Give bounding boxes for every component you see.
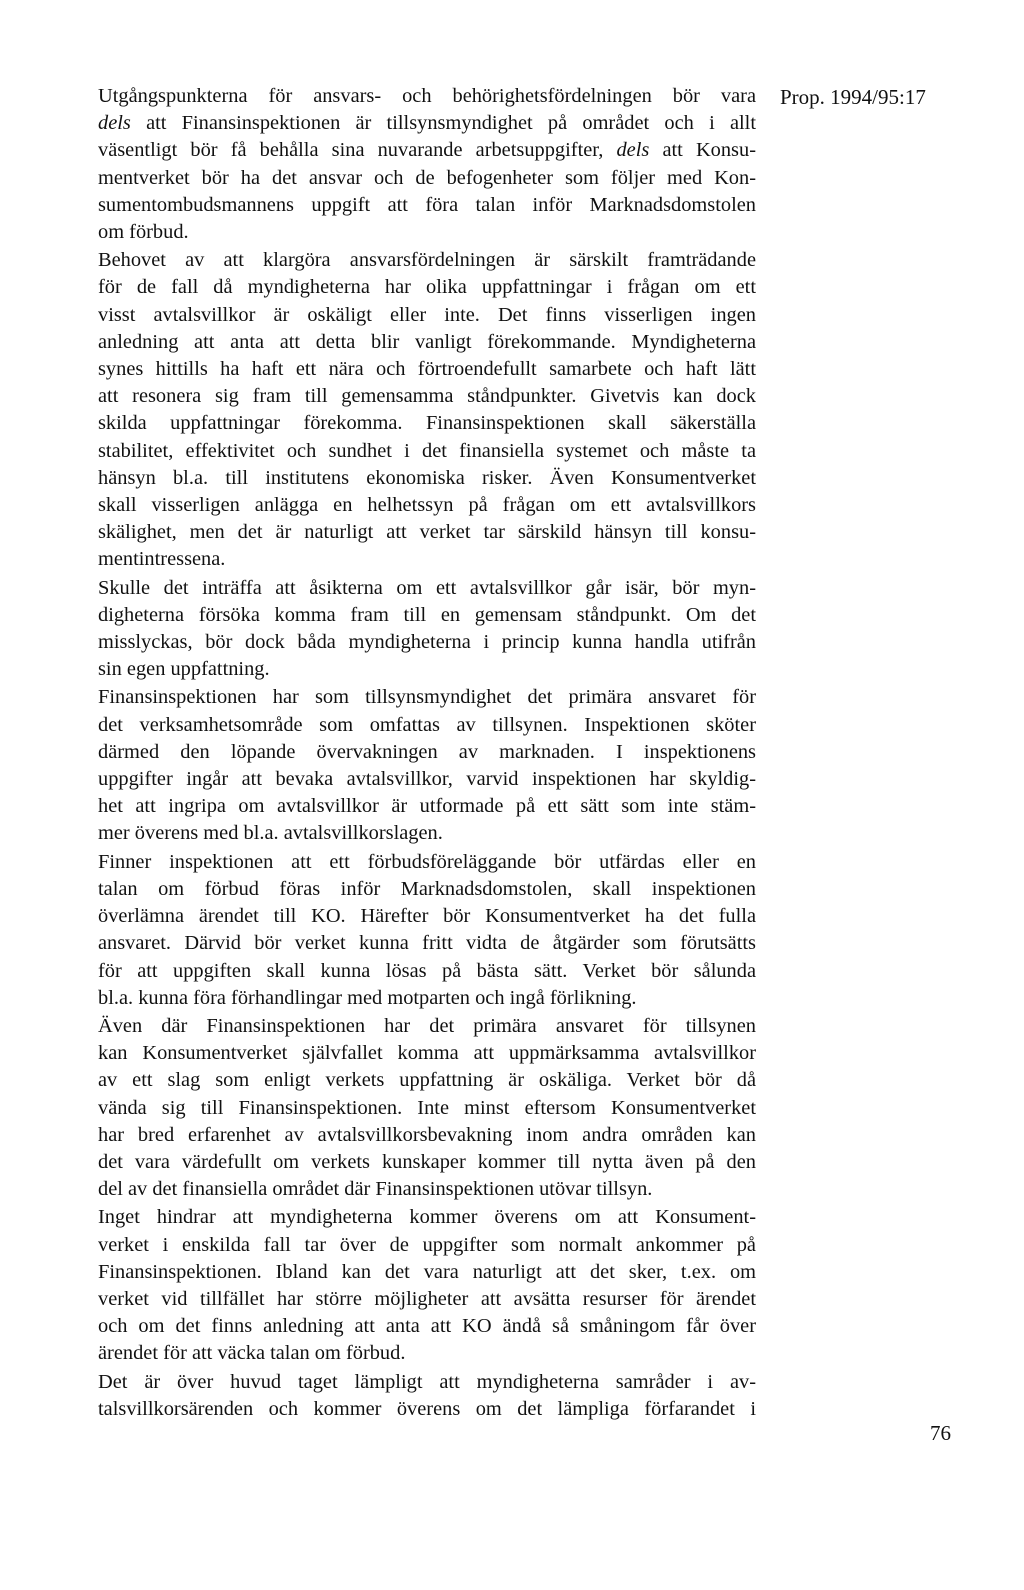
paragraph-2 bbox=[84, 247, 756, 573]
text-line-with-emphasis bbox=[84, 110, 756, 137]
text-line: del av det finansiella området där Finansinspektionen utövar tillsyn. bbox=[98, 1178, 653, 1201]
text-line-with-emphasis bbox=[84, 137, 756, 164]
text-line: om förbud. bbox=[98, 221, 189, 244]
text-line: sin egen uppfattning. bbox=[98, 658, 270, 681]
paragraph-5 bbox=[84, 849, 756, 1012]
text-line: talsvillkorsärenden och kommer överens om det lämpliga förfarandet i bbox=[98, 1397, 756, 1420]
text-line: det verksamhetsområde som omfattas av tillsynen. Inspektionen sköter bbox=[98, 713, 756, 736]
page-number: 76 bbox=[930, 1421, 951, 1445]
text-line: het att ingripa om avtalsvillkor är utformade på ett sätt som inte stäm- bbox=[98, 795, 756, 818]
paragraph-3 bbox=[84, 575, 756, 684]
text-line: ärendet för att väcka talan om förbud. bbox=[98, 1342, 406, 1365]
text-line: ansvaret. Därvid bör verket kunna fritt vidta de åtgärder som förutsätts bbox=[98, 932, 756, 955]
text-line: Behovet av att klargöra ansvarsfördelningen är särskilt framträdande bbox=[98, 249, 756, 272]
text-line: Finansinspektionen. Ibland kan det vara naturligt att det sker, t.ex. om bbox=[98, 1260, 756, 1283]
text-line: digheterna försöka komma fram till en gemensam ståndpunkt. Om det bbox=[98, 603, 756, 626]
text-line: hänsyn bl.a. till institutens ekonomiska risker. Även Konsumentverket bbox=[98, 466, 756, 489]
text-line-part: väsentligt bör få behålla sina nuvarande arbetsuppgifter, bbox=[98, 139, 617, 162]
emphasis-dels: dels bbox=[98, 112, 131, 135]
paragraph-6 bbox=[84, 1013, 756, 1203]
paragraph-1 bbox=[84, 83, 756, 246]
text-line: skälighet, men det är naturligt att verket tar särskild hänsyn till konsu- bbox=[98, 521, 756, 544]
paragraph-8 bbox=[84, 1369, 756, 1423]
text-line: har bred erfarenhet av avtalsvillkorsbevakning inom andra områden kan bbox=[98, 1123, 756, 1146]
text-line: uppgifter ingår att bevaka avtalsvillkor, varvid inspektionen har skyldig- bbox=[98, 768, 756, 791]
text-line: att resonera sig fram till gemensamma ståndpunkter. Givetvis kan dock bbox=[98, 385, 756, 408]
emphasis-dels: dels bbox=[616, 139, 650, 162]
text-line: skall visserligen anlägga en helhetssyn på frågan om ett avtalsvillkors bbox=[98, 494, 756, 517]
text-line: sumentombudsmannens uppgift att föra talan inför Marknadsdomstolen bbox=[98, 193, 756, 216]
text-line: anledning att anta att detta blir vanligt förekommande. Myndigheterna bbox=[98, 330, 756, 353]
text-line: Finansinspektionen har som tillsynsmyndighet det primära ansvaret för bbox=[98, 686, 756, 709]
text-line: talan om förbud föras inför Marknadsdomstolen, skall inspektionen bbox=[98, 877, 756, 900]
text-line: mentintressena. bbox=[98, 548, 226, 571]
text-line: synes hittills ha haft ett nära och förtroendefullt samarbete och haft lätt bbox=[98, 358, 756, 381]
text-line: verket vid tillfället har större möjligheter att avsätta resurser för ärendet bbox=[98, 1287, 756, 1310]
text-line: överlämna ärendet till KO. Härefter bör Konsumentverket ha det fulla bbox=[98, 905, 756, 928]
text-line: därmed den löpande övervakningen av marknaden. I inspektionens bbox=[98, 740, 756, 763]
text-line: Skulle det inträffa att åsikterna om ett avtalsvillkor går isär, bör myn- bbox=[98, 576, 756, 599]
text-line: misslyckas, bör dock båda myndigheterna i princip kunna handla utifrån bbox=[98, 631, 756, 654]
text-line: det vara värdefullt om verkets kunskaper kommer till nytta även på den bbox=[98, 1150, 756, 1173]
text-line: verket i enskilda fall tar över de uppgifter som normalt ankommer på bbox=[98, 1233, 756, 1256]
text-line: mer överens med bl.a. avtalsvillkorslagen. bbox=[98, 822, 443, 845]
text-line: Finner inspektionen att ett förbudsföreläggande bör utfärdas eller en bbox=[98, 850, 756, 873]
text-line-rest: att Konsu- bbox=[649, 139, 756, 162]
text-line: vända sig till Finansinspektionen. Inte minst eftersom Konsumentverket bbox=[98, 1096, 756, 1119]
text-line: kan Konsumentverket självfallet komma att uppmärksamma avtalsvillkor bbox=[98, 1042, 756, 1065]
text-line: för att uppgiften skall kunna lösas på bästa sätt. Verket bör sålunda bbox=[98, 959, 756, 982]
text-line: Det är över huvud taget lämpligt att myndigheterna samråder i av- bbox=[98, 1370, 756, 1393]
text-line: av ett slag som enligt verkets uppfattning är oskäliga. Verket bör då bbox=[98, 1069, 756, 1092]
text-line-rest: att Finansinspektionen är tillsynsmyndighet på området och i allt bbox=[130, 112, 756, 135]
text-line: Utgångspunkterna för ansvars- och behörighetsfördelningen bör vara bbox=[98, 85, 756, 107]
text-line: Även där Finansinspektionen har det primära ansvaret för tillsynen bbox=[98, 1014, 756, 1037]
body-text bbox=[84, 83, 756, 1424]
document-reference: Prop. 1994/95:17 bbox=[780, 85, 926, 109]
text-line: bl.a. kunna föra förhandlingar med motparten och ingå förlikning. bbox=[98, 986, 637, 1009]
paragraph-4 bbox=[84, 684, 756, 847]
text-line: visst avtalsvillkor är oskäligt eller inte. Det finns visserligen ingen bbox=[98, 303, 756, 326]
paragraph-7 bbox=[84, 1204, 756, 1367]
text-line: mentverket bör ha det ansvar och de befogenheter som följer med Kon- bbox=[98, 166, 756, 189]
text-line: för de fall då myndigheterna har olika uppfattningar i frågan om ett bbox=[98, 276, 756, 299]
text-line: skilda uppfattningar förekomma. Finansinspektionen skall säkerställa bbox=[98, 412, 756, 435]
text-line: Inget hindrar att myndigheterna kommer överens om att Konsument- bbox=[98, 1206, 756, 1229]
text-line: stabilitet, effektivitet och sundhet i det finansiella systemet och måste ta bbox=[98, 439, 756, 462]
text-line: och om det finns anledning att anta att KO ändå så småningom får över bbox=[98, 1315, 756, 1338]
